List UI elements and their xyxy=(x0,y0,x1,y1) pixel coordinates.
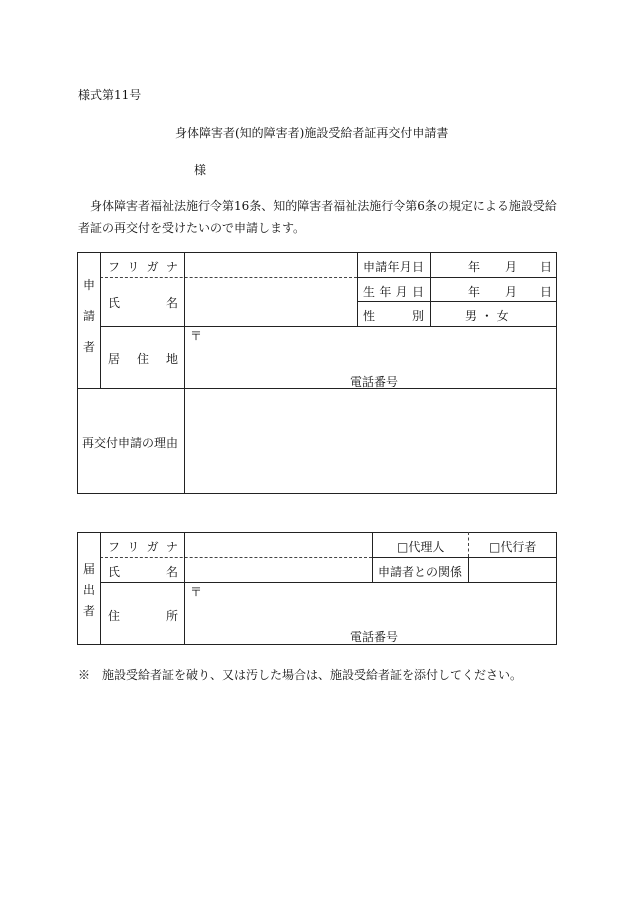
applicant-name-field[interactable] xyxy=(186,279,356,325)
birth-month-unit: 月 xyxy=(505,285,518,299)
form-number: 様式第11号 xyxy=(78,88,142,102)
application-day-unit: 日 xyxy=(540,260,553,274)
notifier-name-field[interactable] xyxy=(186,559,371,581)
birth-date-field[interactable] xyxy=(432,279,555,301)
applicant-postal-mark: 〒 xyxy=(190,329,203,343)
applicant-label-char: 請 xyxy=(82,309,95,323)
birth-year-unit: 年 xyxy=(468,285,481,299)
notifier-postal-mark: 〒 xyxy=(190,585,203,599)
applicant-label-char: 者 xyxy=(82,340,95,354)
notifier-section-label xyxy=(80,560,98,619)
intro-paragraph: 身体障害者福祉法施行令第16条、知的障害者福祉法施行令第6条の規定による施設受給者証の再交付を受けたいので申請します。 xyxy=(78,199,557,235)
relation-field[interactable] xyxy=(470,559,554,581)
birth-day-unit: 日 xyxy=(540,285,553,299)
notifier-furigana-label: フ リ ガ ナ xyxy=(108,540,178,554)
form-title: 身体障害者(知的障害者)施設受給者証再交付申請書 xyxy=(175,126,449,140)
applicant-furigana-label: フ リ ガ ナ xyxy=(108,260,178,274)
notifier-section-label-chars xyxy=(80,560,98,619)
notifier-furigana-field[interactable] xyxy=(186,534,371,556)
applicant-phone-label: 電話番号 xyxy=(350,375,399,389)
notifier-name-label: 氏 名 xyxy=(108,565,178,579)
applicant-label-char: 申 xyxy=(82,278,95,292)
applicant-name-label: 氏 名 xyxy=(108,296,178,310)
applicant-section-label-chars xyxy=(80,276,98,355)
application-date-field[interactable] xyxy=(432,254,555,276)
reason-field[interactable] xyxy=(186,390,554,492)
notifier-label-char: 出 xyxy=(82,583,95,597)
notifier-address-label: 住 所 xyxy=(108,609,178,623)
notifier-label-char: 届 xyxy=(82,562,95,576)
sex-label: 性 別 xyxy=(363,309,424,323)
addressee-suffix: 様 xyxy=(194,163,207,177)
sex-options[interactable]: 男 ・ 女 xyxy=(465,309,509,323)
reason-label: 再交付申請の理由 xyxy=(82,436,179,450)
applicant-furigana-field[interactable] xyxy=(186,254,356,276)
footnote: ※ 施設受給者証を破り、又は汚した場合は、施設受給者証を添付してください。 xyxy=(78,668,523,682)
relation-label: 申請者との関係 xyxy=(378,565,463,579)
agent-checkbox[interactable]: □代理人 xyxy=(397,540,445,554)
birth-date-label: 生 年 月 日 xyxy=(363,285,424,299)
application-year-unit: 年 xyxy=(468,260,481,274)
proxy-checkbox[interactable]: □代行者 xyxy=(489,540,537,554)
application-date-label: 申 請 年 月 日 xyxy=(363,260,424,274)
applicant-address-label: 居 住 地 xyxy=(108,352,178,366)
notifier-label-char: 者 xyxy=(82,604,95,618)
application-month-unit: 月 xyxy=(505,260,518,274)
applicant-section-label xyxy=(80,276,98,364)
notifier-phone-label: 電話番号 xyxy=(350,630,399,644)
